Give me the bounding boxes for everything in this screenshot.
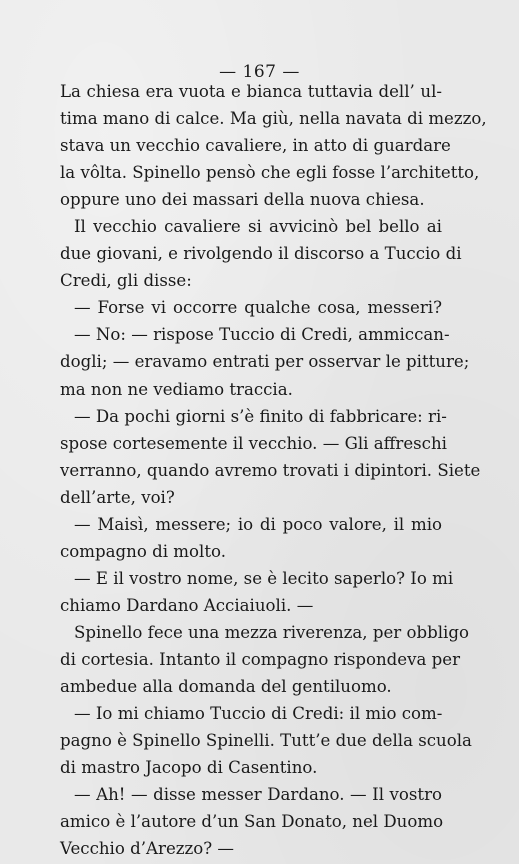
text-line: di cortesia. Intanto il compagno rispondeva per [60,649,461,669]
body-text [60,78,487,862]
text-line: la vôlta. Spinello pensò che egli fosse l’architetto, [60,163,480,183]
text-line: La chiesa era vuota e bianca tuttavia dell’ ul- [60,82,442,101]
text-line: — Forse vi occorre qualche cosa, messeri? [74,298,442,318]
text-line: oppure uno dei massari della nuova chiesa. [60,190,425,210]
page-number: — 167 — [219,62,300,82]
text-line: tima mano di calce. Ma giù, nella navata di mezzo, [60,109,487,129]
text-line: chiamo Dardano Acciaiuoli. — [60,595,314,615]
text-line: compagno di molto. [60,541,226,561]
text-line: Vecchio d’Arezzo? — [60,839,234,859]
text-line: ambedue alla domanda del gentiluomo. [60,677,392,697]
text-line: Credi, gli disse: [60,271,192,291]
text-line: Spinello fece una mezza riverenza, per obbligo [74,622,469,642]
text-line: — No: — rispose Tuccio di Credi, ammiccan- [74,325,450,345]
text-line: ma non ne vediamo traccia. [60,379,293,399]
text-line: dogli; — eravamo entrati per osservar le pitture; [60,352,470,372]
text-line: — Io mi chiamo Tuccio di Credi: il mio com- [74,704,443,724]
text-line: Il vecchio cavaliere si avvicinò bel bello ai [74,217,442,237]
text-line: stava un vecchio cavaliere, in atto di guardare [60,136,451,156]
text-line: — Ah! — disse messer Dardano. — Il vostro [74,785,442,805]
text-line: pagno è Spinello Spinelli. Tutt’e due della scuola [60,731,472,751]
text-line: spose cortesemente il vecchio. — Gli affreschi [60,433,447,453]
text-line: amico è l’autore d’un San Donato, nel Duomo [60,812,444,832]
text-line: due giovani, e rivolgendo il discorso a Tuccio di [60,244,462,264]
text-line: — Maisì, messere; io di poco valore, il mio [74,514,442,534]
text-line: verranno, quando avremo trovati i dipintori. Siete [60,460,481,480]
text-line: — Da pochi giorni s’è finito di fabbricare: ri- [74,406,447,426]
text-line: di mastro Jacopo di Casentino. [60,758,318,778]
text-line: dell’arte, voi? [60,487,175,507]
text-line: — E il vostro nome, se è lecito saperlo? Io mi [74,568,454,588]
